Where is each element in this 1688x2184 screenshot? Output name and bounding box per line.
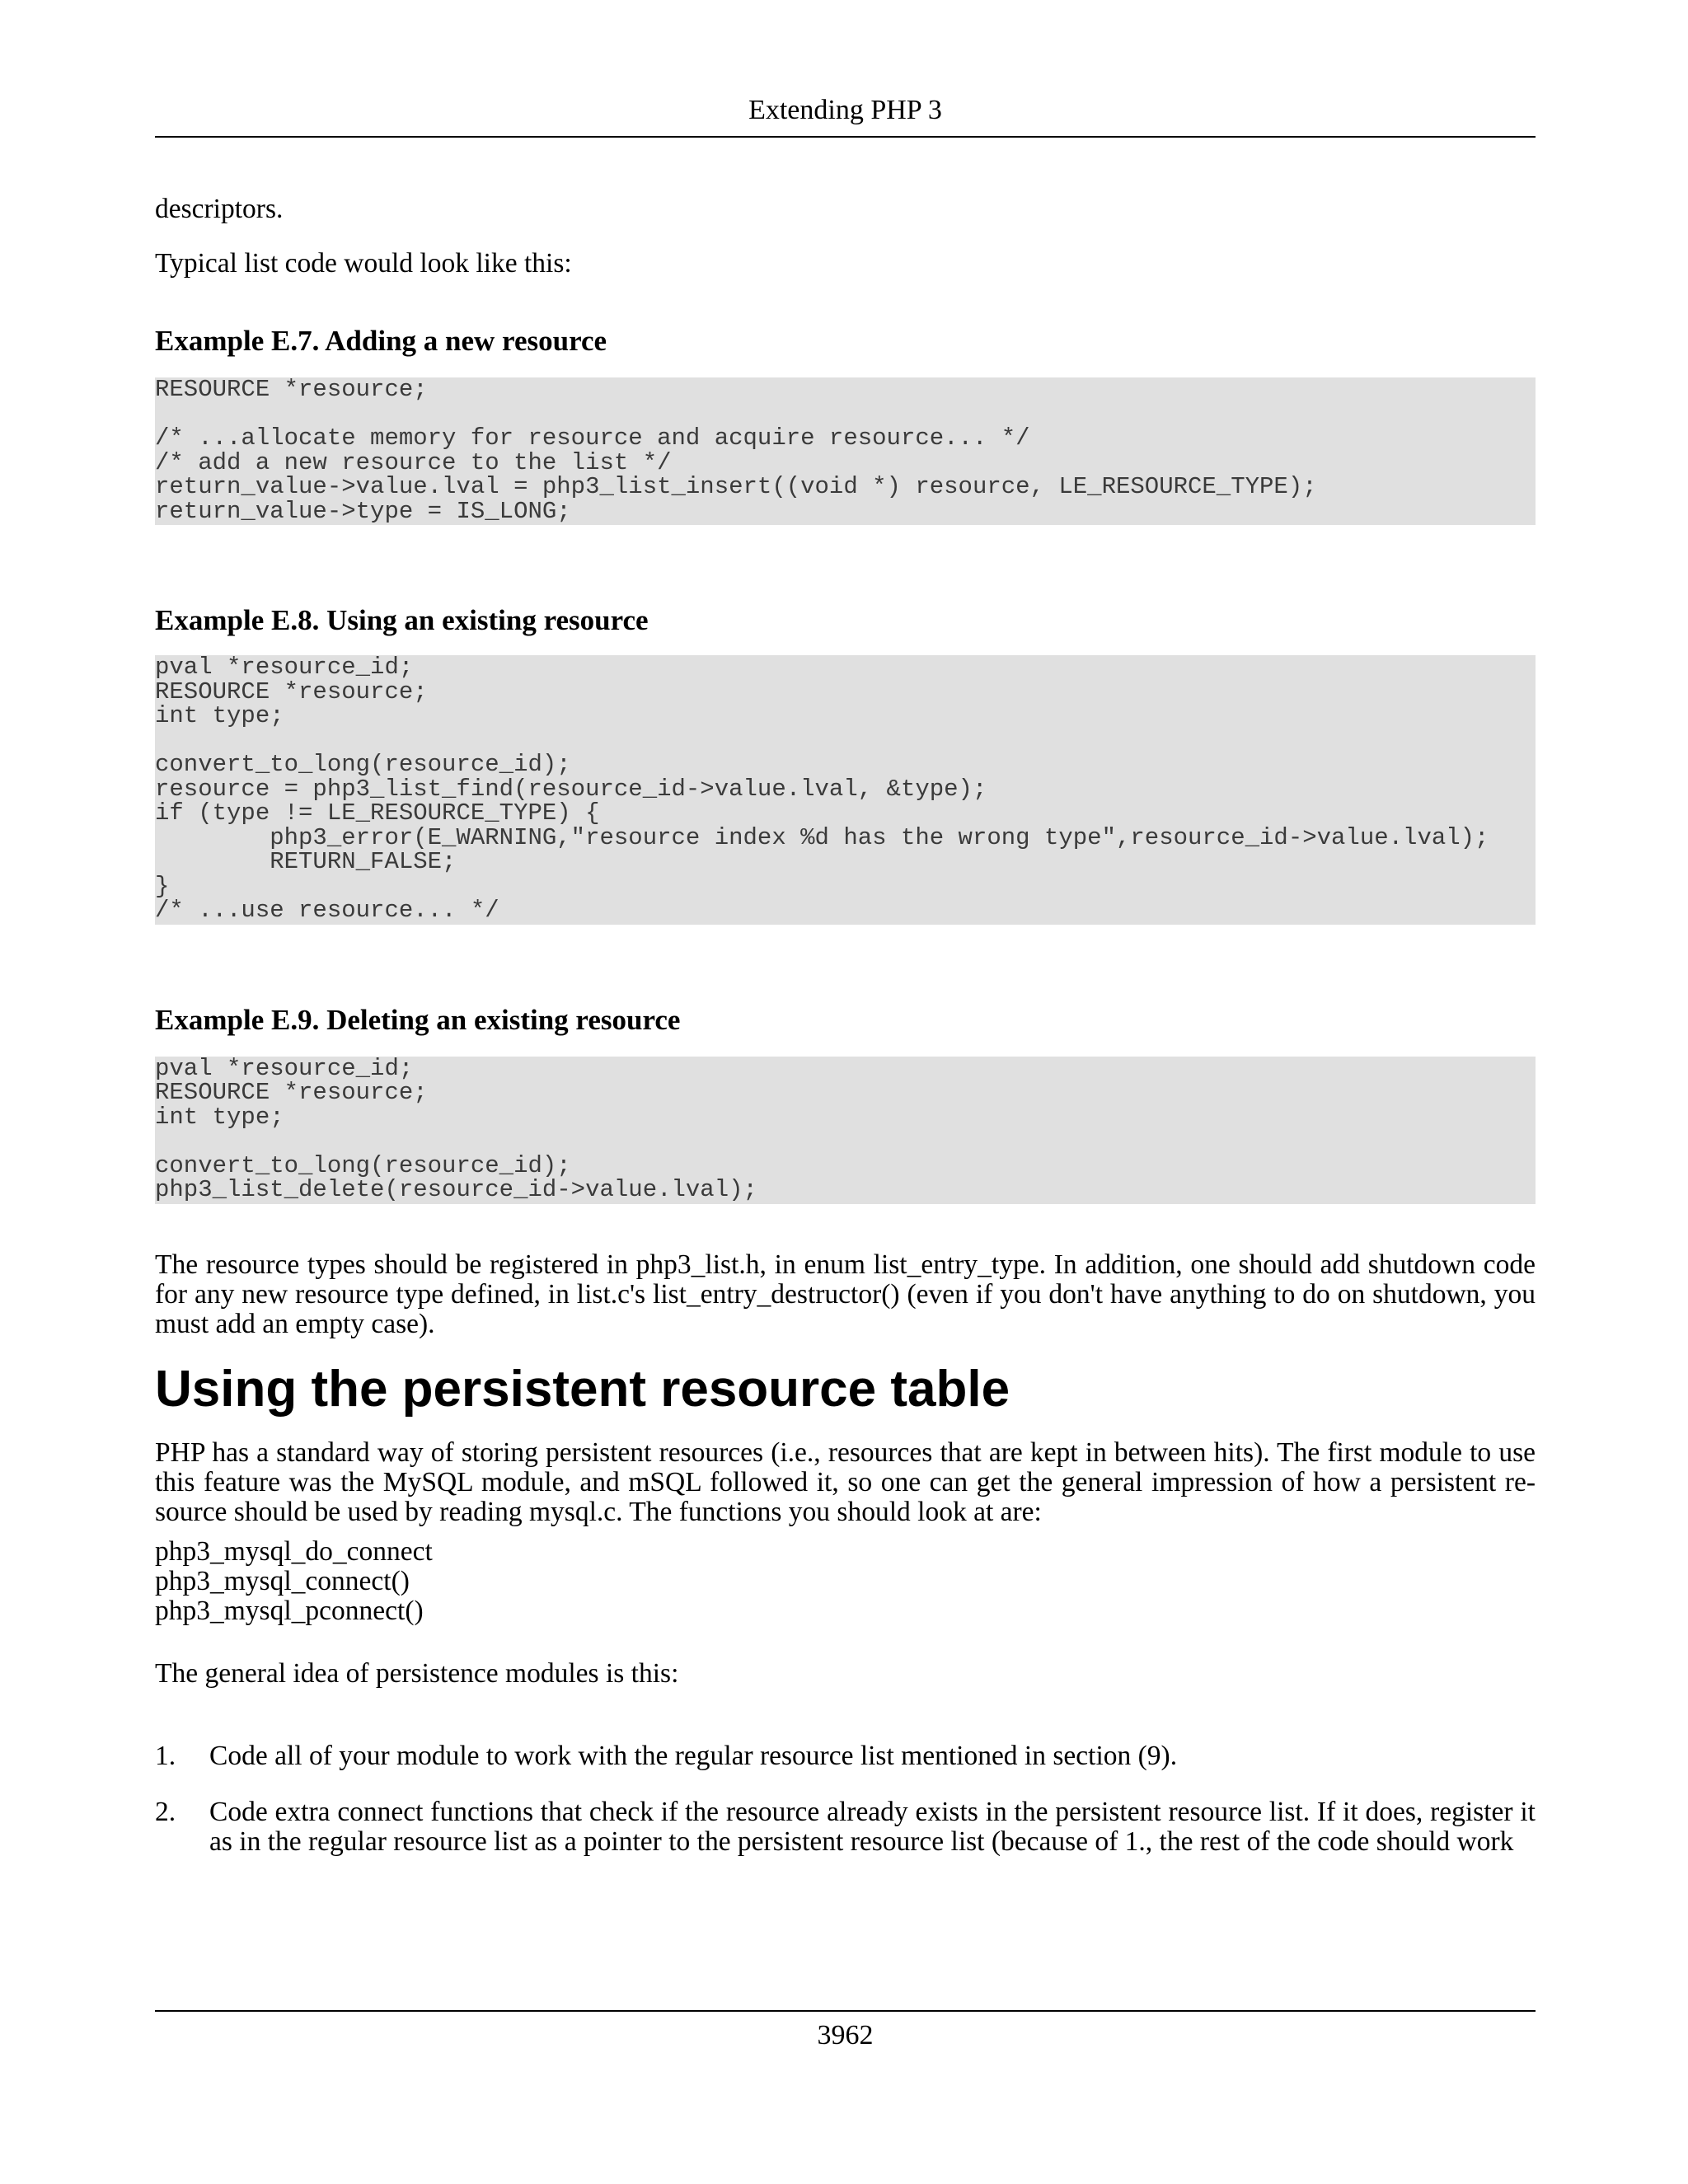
list-item-number: 1. xyxy=(155,1740,176,1771)
continuation-text: descriptors. xyxy=(155,194,284,224)
footer-rule xyxy=(155,2010,1536,2012)
document-page xyxy=(155,0,1536,2184)
section-paragraph: PHP has a standard way of storing persistent resources (i.e., resources that are kept in between hits). The first module to use this feature was the MySQL module, and mSQL followed it, so one can get the general impression of how a persistent resource should be used by reading mysql.c. The functions you should look at are: xyxy=(155,1436,1536,1527)
example-e8 xyxy=(155,602,1536,925)
function-name: php3_mysql_pconnect() xyxy=(155,1595,424,1626)
function-list xyxy=(155,1537,1536,1626)
intro-paragraph: Typical list code would look like this: xyxy=(155,248,572,279)
code-block: pval *resource_id; RESOURCE *resource; int type; convert_to_long(resource_id); resource = php3_list_find(resource_id->value.lval, &type); if (type != LE_RESOURCE_TYPE) { php3_error(E_WARNING,"resource index %d has the wrong type",resource_id->value.lval); RETURN_FALSE; } /* ...use resource... */ xyxy=(155,655,1536,925)
idea-lead-paragraph: The general idea of persistence modules is this: xyxy=(155,1657,679,1689)
persistence-steps-list xyxy=(155,1741,1536,1857)
example-title: Example E.9. Deleting an existing resource xyxy=(155,1003,681,1036)
list-item-text: Code extra connect functions that check if the resource already exists in the persistent resource list. If it does, register it as in the regular resource list as a pointer to the persistent resource list (because of 1., the rest of the code should work xyxy=(209,1796,1536,1857)
section-title: Using the persistent resource table xyxy=(155,1360,1010,1418)
list-item-text: Code all of your module to work with the regular resource list mentioned in section (9). xyxy=(209,1740,1178,1771)
function-name: php3_mysql_do_connect xyxy=(155,1535,433,1567)
resource-types-paragraph: The resource types should be registered in php3_list.h, in enum list_entry_type. In addition, one should add shutdown code for any new resource type defined, in list.c's list_entry_destructor() (even if you don't have anything to do on shutdown, you must add an empty case). xyxy=(155,1249,1536,1339)
running-header: Extending PHP 3 xyxy=(748,95,942,125)
code-block: pval *resource_id; RESOURCE *resource; int type; convert_to_long(resource_id); php3_list_delete(resource_id->value.lval); xyxy=(155,1057,1536,1204)
page-number: 3962 xyxy=(817,2020,874,2050)
function-name: php3_mysql_connect() xyxy=(155,1565,410,1596)
list-item-number: 2. xyxy=(155,1796,176,1827)
example-e9 xyxy=(155,1002,1536,1204)
header-rule xyxy=(155,136,1536,138)
list-item xyxy=(155,1797,1536,1857)
example-title: Example E.7. Adding a new resource xyxy=(155,325,607,357)
example-e7 xyxy=(155,323,1536,525)
page-content xyxy=(155,194,1536,1857)
example-title: Example E.8. Using an existing resource xyxy=(155,604,649,636)
list-item xyxy=(155,1741,1536,1771)
code-block: RESOURCE *resource; /* ...allocate memory for resource and acquire resource... */ /* add a new resource to the list */ return_value->value.lval = php3_list_insert((void *) resource, LE_RESOURCE_TYPE); return_value->type = IS_LONG; xyxy=(155,377,1536,525)
